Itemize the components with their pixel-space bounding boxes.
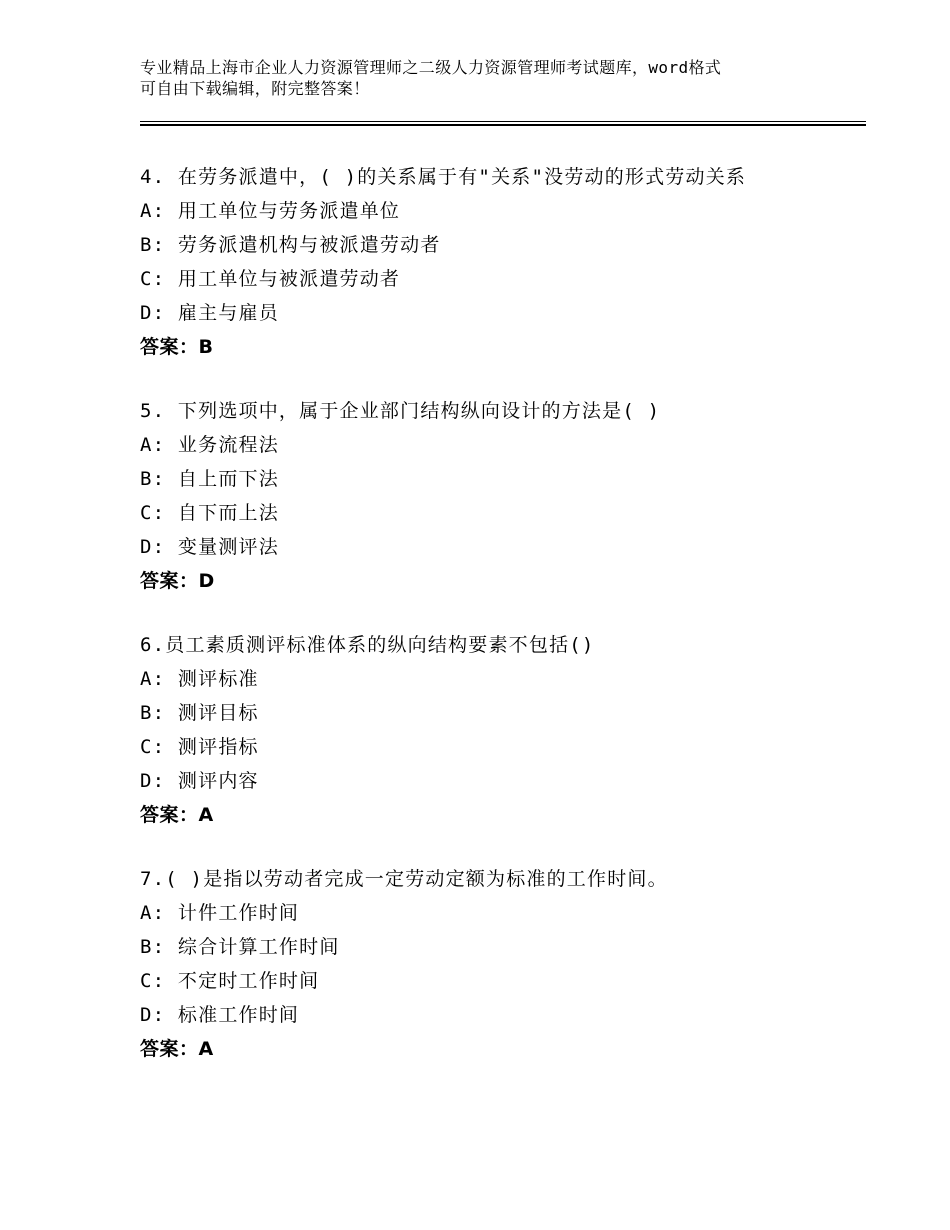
option-c: C: 不定时工作时间 [140, 970, 320, 992]
option-a: A: 用工单位与劳务派遣单位 [140, 200, 401, 222]
answer-line: 答案：A [140, 804, 214, 826]
option-a: A: 业务流程法 [140, 434, 279, 456]
option-d: D: 标准工作时间 [140, 1004, 300, 1026]
option-d: D: 雇主与雇员 [140, 302, 279, 324]
option-c: C: 测评指标 [140, 736, 259, 758]
header-line-2: 可自由下载编辑，附完整答案！ [140, 79, 370, 98]
option-a: A: 计件工作时间 [140, 902, 300, 924]
question-title: 4. 在劳务派遣中，( )的关系属于有"关系"没劳动的形式劳动关系 [140, 166, 747, 188]
header-divider-thick [140, 124, 866, 126]
answer-line: 答案：A [140, 1038, 214, 1060]
question-title: 7.( )是指以劳动者完成一定劳动定额为标准的工作时间。 [140, 868, 668, 890]
option-d: D: 变量测评法 [140, 536, 279, 558]
option-b: B: 综合计算工作时间 [140, 936, 340, 958]
option-a: A: 测评标准 [140, 668, 259, 690]
question-7 [140, 862, 860, 1066]
question-list [140, 160, 860, 1096]
option-d: D: 测评内容 [140, 770, 259, 792]
question-6 [140, 628, 860, 832]
question-5 [140, 394, 860, 598]
header-divider-thin [140, 121, 866, 122]
answer-line: 答案：D [140, 570, 215, 592]
document-header [140, 57, 820, 99]
option-b: B: 自上而下法 [140, 468, 279, 490]
option-c: C: 自下而上法 [140, 502, 279, 524]
option-b: B: 测评目标 [140, 702, 259, 724]
option-c: C: 用工单位与被派遣劳动者 [140, 268, 401, 290]
answer-line: 答案：B [140, 336, 214, 358]
question-title: 5. 下列选项中，属于企业部门结构纵向设计的方法是( ) [140, 400, 661, 422]
header-line-1: 专业精品上海市企业人力资源管理师之二级人力资源管理师考试题库，word格式 [140, 58, 722, 77]
option-b: B: 劳务派遣机构与被派遣劳动者 [140, 234, 441, 256]
question-title: 6.员工素质测评标准体系的纵向结构要素不包括() [140, 634, 595, 656]
question-4 [140, 160, 860, 364]
